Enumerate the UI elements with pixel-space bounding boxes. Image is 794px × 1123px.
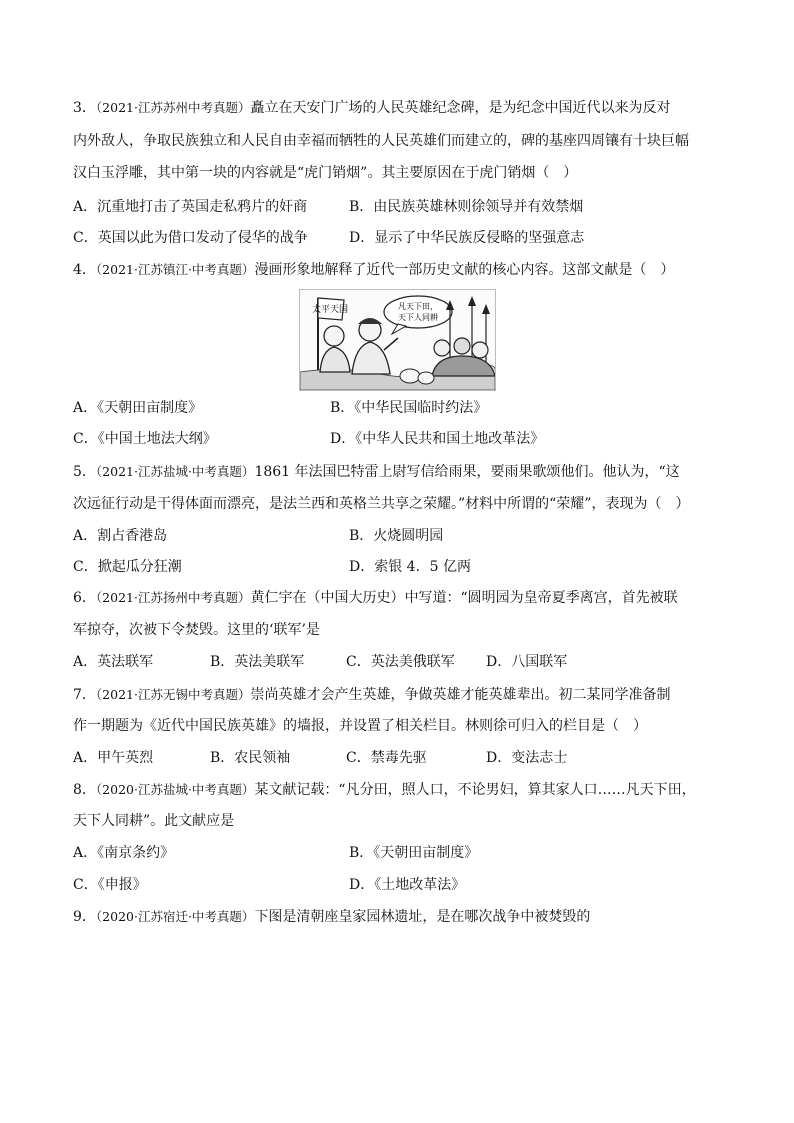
crowd-head-1 — [434, 340, 450, 356]
cartoon-illustration — [300, 290, 495, 390]
question-text: 崇尚英雄才会产生英雄，争做英雄才能英雄辈出。初二某同学准备制 — [250, 687, 671, 703]
question-7-option-c[interactable]: C．禁毒先驱 — [346, 750, 427, 766]
crowd-head-3 — [472, 342, 488, 358]
question-4-option-c[interactable]: C．《中国土地法大纲》 — [73, 431, 217, 447]
speech-bubble-tail — [392, 324, 406, 334]
question-text: 矗立在天安门广场的人民英雄纪念碑，是为纪念中国近代以来为反对 — [250, 100, 671, 116]
question-number: 3． — [73, 100, 96, 116]
question-3-option-b[interactable]: B．由民族英雄林则徐领导并有效禁烟 — [349, 199, 584, 215]
question-7-option-d[interactable]: D．变法志士 — [486, 750, 568, 766]
question-number: 4． — [73, 262, 96, 278]
question-4-option-b[interactable]: B．《中华民国临时约法》 — [330, 400, 488, 416]
question-4-stem-line-1 — [73, 260, 733, 280]
question-text: 下图是清朝座皇家园林遗址，是在哪次战争中被焚毁的 — [254, 909, 591, 925]
question-6-stem-line-1 — [73, 588, 733, 608]
question-7-option-a[interactable]: A．甲午英烈 — [73, 750, 154, 766]
speech-bubble — [384, 296, 452, 328]
speaker-hat — [358, 318, 382, 324]
left-figure-body — [320, 347, 350, 372]
question-8-option-c[interactable]: C．《申报》 — [73, 877, 147, 893]
question-source: （2021·江苏盐城·中考真题） — [95, 464, 255, 479]
question-3-option-d[interactable]: D．显示了中华民族反侵略的坚强意志 — [349, 230, 585, 246]
question-number: 8． — [73, 782, 96, 798]
speech-text-line-1: 凡天下田， — [398, 302, 438, 311]
question-number: 7． — [73, 687, 96, 703]
question-3-stem-line-2: 内外敌人，争取民族独立和人民自由幸福而牺牲的人民英雄们而建立的，碑的基座四周镶有十块巨幅 — [73, 133, 689, 149]
question-number: 9． — [73, 909, 96, 925]
question-6-option-c[interactable]: C．英法美俄联军 — [346, 654, 455, 670]
question-5-option-a[interactable]: A．割占香港岛 — [73, 528, 168, 544]
question-source: （2021·江苏扬州中考真题） — [95, 590, 251, 605]
question-3-stem-line-1 — [73, 98, 733, 118]
question-7-stem-line-1 — [73, 685, 733, 705]
question-7-option-b[interactable]: B．农民领袖 — [210, 750, 291, 766]
question-5-stem-line-1 — [73, 462, 733, 482]
taiping-cartoon-image — [299, 289, 496, 391]
question-6-option-d[interactable]: D．八国联军 — [486, 654, 568, 670]
question-4-option-a[interactable]: A．《天朝田亩制度》 — [73, 400, 203, 416]
question-source: （2021·江苏无锡中考真题） — [95, 687, 251, 702]
question-source: （2020·江苏宿迁·中考真题） — [95, 909, 255, 924]
question-text: 漫画形象地解释了近代一部历史文献的核心内容。这部文献是（ ） — [254, 262, 675, 278]
question-7-stem-line-2: 作一期题为《近代中国民族英雄》的墙报，并设置了相关栏目。林则徐可归入的栏目是（ ） — [73, 718, 647, 734]
question-8-option-a[interactable]: A．《南京条约》 — [73, 845, 175, 861]
grain-sack-2 — [418, 372, 434, 384]
question-9-stem-line-1 — [73, 907, 733, 927]
question-text: 黄仁宇在（中国大历史）中写道：“圆明园为皇帝夏季离宫，首先被联 — [250, 590, 678, 606]
speaker-arm — [384, 338, 398, 350]
left-figure-head — [324, 326, 344, 346]
question-6-stem-line-2: 军掠夺，次被下令焚毁。这里的‘联军’是 — [73, 622, 320, 638]
question-5-option-b[interactable]: B．火烧圆明园 — [349, 528, 444, 544]
question-8-option-d[interactable]: D．《土地改革法》 — [349, 877, 466, 893]
speaker-body — [352, 342, 390, 374]
question-source: （2021·江苏苏州中考真题） — [95, 100, 251, 115]
question-5-option-d[interactable]: D．索银 4．5 亿两 — [349, 559, 471, 575]
question-6-option-b[interactable]: B．英法美联军 — [210, 654, 305, 670]
spear-tip-3 — [482, 304, 490, 314]
speech-text-line-2: 天下人同耕 — [398, 313, 438, 322]
question-3-option-c[interactable]: C．英国以此为借口发动了侵华的战争 — [73, 230, 308, 246]
question-4-option-d[interactable]: D．《中华人民共和国土地改革法》 — [330, 431, 545, 447]
question-5-stem-line-2: 次远征行动是干得体面而漂亮，是法兰西和英格兰共享之荣耀。”材料中所谓的“荣耀”，表现为（ ） — [73, 496, 690, 512]
question-number: 6． — [73, 590, 96, 606]
spear-tip-2 — [468, 296, 476, 306]
question-source: （2020·江苏盐城·中考真题） — [95, 782, 255, 797]
crowd-head-2 — [454, 338, 470, 354]
question-6-option-a[interactable]: A．英法联军 — [73, 654, 154, 670]
question-5-option-c[interactable]: C．掀起瓜分狂潮 — [73, 559, 182, 575]
question-8-stem-line-2: 天下人同耕”。此文献应是 — [73, 813, 235, 829]
question-8-option-b[interactable]: B．《天朝田亩制度》 — [349, 845, 479, 861]
grain-sack-1 — [400, 369, 420, 383]
question-text: 1861 年法国巴特雷上尉写信给雨果，要雨果歌颂他们。他认为，“这 — [254, 464, 680, 480]
question-8-stem-line-1 — [73, 780, 733, 800]
question-number: 5． — [73, 464, 96, 480]
question-text: 某文献记载：“凡分田，照人口，不论男妇，算其家人口……凡天下田， — [254, 782, 696, 798]
question-source: （2021·江苏镇江·中考真题） — [95, 262, 255, 277]
question-3-stem-line-3: 汉白玉浮雕，其中第一块的内容就是“虎门销烟”。其主要原因在于虎门销烟（ ） — [73, 165, 578, 181]
flag-text: 太平天国 — [311, 305, 349, 315]
question-3-option-a[interactable]: A．沉重地打击了英国走私鸦片的奸商 — [73, 199, 308, 215]
